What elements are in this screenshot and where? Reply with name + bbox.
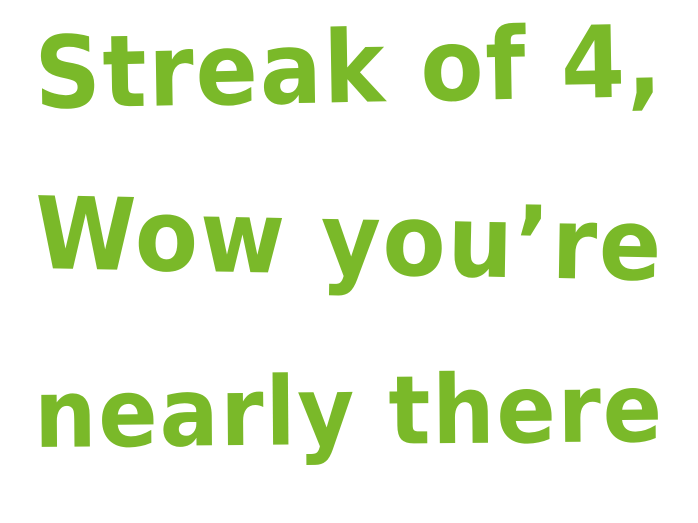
message-line-2: Wow you’re [33, 175, 665, 304]
message-line-3: nearly there [33, 354, 665, 470]
message-line-1: Streak of 4, [33, 3, 665, 132]
